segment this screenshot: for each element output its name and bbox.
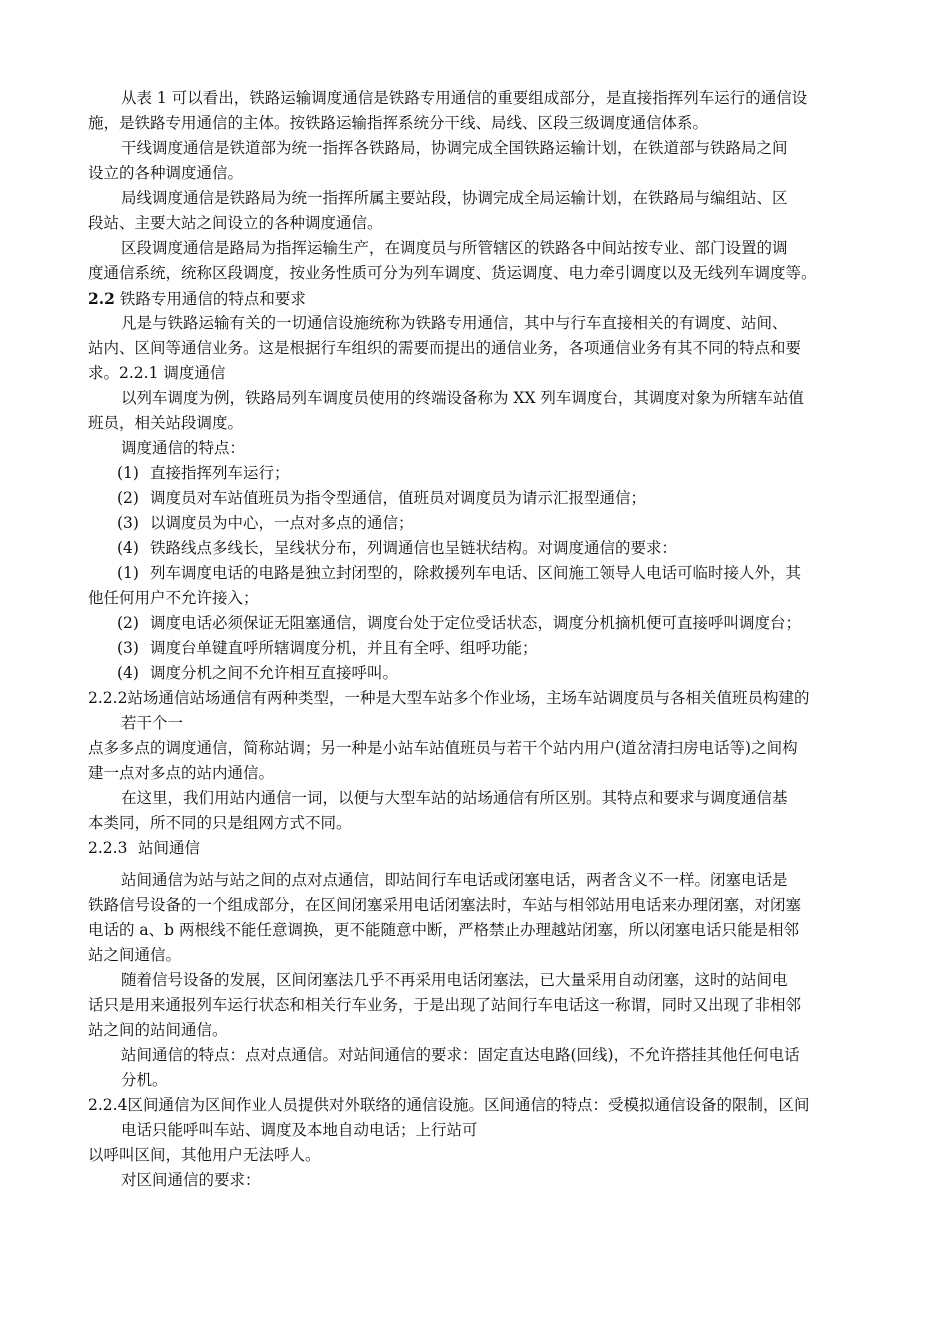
- paragraph-line: 分机。: [121, 1071, 168, 1089]
- list-item: [88, 461, 878, 486]
- paragraph-line: 班员，相关站段调度。: [88, 414, 244, 432]
- list-number: (4): [117, 664, 139, 682]
- paragraph-line: 电话只能呼叫车站、调度及本地自动电话；上行站可: [121, 1121, 478, 1139]
- section-heading-2-2-4: [88, 1093, 878, 1118]
- paragraph-line: 站之间通信。: [88, 946, 182, 964]
- paragraph-line: 从表 1 可以看出，铁路运输调度通信是铁路专用通信的重要组成部分，是直接指挥列车运行的通信设: [121, 89, 808, 107]
- paragraph-line: 建一点对多点的站内通信。: [88, 764, 275, 782]
- list-number: (2): [117, 614, 139, 632]
- paragraph-line: 凡是与铁路运输有关的一切通信设施统称为铁路专用通信，其中与行车直接相关的有调度、站间、: [121, 314, 788, 332]
- list-item: [88, 536, 878, 561]
- list-number: (3): [117, 514, 139, 532]
- list-text: 调度电话必须保证无阻塞通信，调度台处于定位受话状态，调度分机摘机便可直接呼叫调度台；: [150, 614, 802, 632]
- paragraph-line: 局线调度通信是铁路局为统一指挥所属主要站段，协调完成全局运输计划，在铁路局与编组站、区: [121, 189, 788, 207]
- paragraph-line: 施，是铁路专用通信的主体。按铁路运输指挥系统分干线、局线、区段三级调度通信体系。: [88, 114, 709, 132]
- section-number: 2.2.3: [88, 839, 128, 857]
- list-item: [88, 661, 878, 686]
- paragraph-line: 以呼叫区间，其他用户无法呼人。: [88, 1146, 321, 1164]
- list-item: [88, 636, 878, 661]
- list-text: 调度分机之间不允许相互直接呼叫。: [150, 664, 399, 682]
- paragraph-line: 电话的 a、b 两根线不能任意调换，更不能随意中断，严格禁止办理越站闭塞，所以闭塞电话只能是相邻: [88, 921, 800, 939]
- paragraph-line: 站间通信为站与站之间的点对点通信，即站间行车电话或闭塞电话，两者含义不一样。闭塞电话是: [121, 871, 788, 889]
- list-text: 直接指挥列车运行；: [150, 464, 290, 482]
- paragraph-line: 设立的各种调度通信。: [88, 164, 244, 182]
- paragraph-line: 段站、主要大站之间设立的各种调度通信。: [88, 214, 383, 232]
- paragraph-line: 铁路信号设备的一个组成部分，在区间闭塞采用电话闭塞法时，车站与相邻站用电话来办理闭塞，对闭塞: [88, 896, 802, 914]
- section-heading-2-2: [88, 286, 878, 311]
- list-item: [88, 511, 878, 536]
- paragraph-line: 调度通信的特点：: [121, 439, 246, 457]
- paragraph-line: 随着信号设备的发展，区间闭塞法几乎不再采用电话闭塞法，已大量采用自动闭塞，这时的站间电: [121, 971, 788, 989]
- paragraph-line: 以列车调度为例，铁路局列车调度员使用的终端设备称为 XX 列车调度台，其调度对象为所辖车站值: [121, 389, 804, 407]
- section-heading-2-2-2: [88, 686, 878, 711]
- section-text: 区间通信为区间作业人员提供对外联络的通信设施。区间通信的特点：受模拟通信设备的限制，区间: [127, 1096, 810, 1114]
- section-heading-2-2-3: [88, 836, 878, 861]
- paragraph-line: 站间通信的特点：点对点通信。对站间通信的要求：固定直达电路(回线)，不允许搭挂其他任何电话: [121, 1046, 800, 1064]
- section-number: 2.2: [88, 289, 115, 308]
- list-number: (3): [117, 639, 139, 657]
- section-number: 2.2.2: [88, 689, 128, 707]
- paragraph-line: 干线调度通信是铁道部为统一指挥各铁路局，协调完成全国铁路运输计划，在铁道部与铁路局之间: [121, 139, 788, 157]
- list-text: 调度台单键直呼所辖调度分机，并且有全呼、组呼功能；: [150, 639, 538, 657]
- section-number: 2.2.4: [88, 1096, 128, 1114]
- paragraph-line: 区段调度通信是路局为指挥运输生产，在调度员与所管辖区的铁路各中间站按专业、部门设置的调: [121, 239, 788, 257]
- document-body: [88, 86, 878, 1193]
- section-title: 铁路专用通信的特点和要求: [119, 290, 306, 308]
- paragraph-line: 话只是用来通报列车运行状态和相关行车业务，于是出现了站间行车电话这一称谓，同时又出现了非相邻: [88, 996, 802, 1014]
- list-item: [88, 486, 878, 511]
- paragraph-line: 求。2.2.1 调度通信: [88, 364, 226, 382]
- list-number: (2): [117, 489, 139, 507]
- paragraph-line: 在这里，我们用站内通信一词，以便与大型车站的站场通信有所区别。其特点和要求与调度通信基: [121, 789, 788, 807]
- paragraph-line: 站内、区间等通信业务。这是根据行车组织的需要而提出的通信业务，各项通信业务有其不同的特点和要: [88, 339, 802, 357]
- list-text: 铁路线点多线长，呈线状分布，列调通信也呈链状结构。对调度通信的要求：: [150, 539, 678, 557]
- paragraph-line: 对区间通信的要求：: [121, 1171, 261, 1189]
- paragraph-line: 点多多点的调度通信，简称站调；另一种是小站车站值班员与若干个站内用户(道岔清扫房电话等)之间构: [88, 739, 798, 757]
- list-item: [88, 611, 878, 636]
- list-text: 调度员对车站值班员为指令型通信，值班员对调度员为请示汇报型通信；: [150, 489, 647, 507]
- paragraph-line: 若干个一: [121, 714, 184, 732]
- paragraph-line: 他任何用户不允许接入；: [88, 589, 259, 607]
- paragraph-line: 本类同，所不同的只是组网方式不同。: [88, 814, 352, 832]
- list-number: (1): [117, 564, 139, 582]
- section-title: 站间通信: [138, 839, 201, 857]
- list-item: [88, 561, 878, 586]
- paragraph-line: 度通信系统，统称区段调度，按业务性质可分为列车调度、货运调度、电力牵引调度以及无线列车调度等。: [88, 264, 817, 282]
- list-number: (4): [117, 539, 139, 557]
- paragraph-line: 站之间的站间通信。: [88, 1021, 228, 1039]
- list-text: 以调度员为中心，一点对多点的通信；: [150, 514, 414, 532]
- section-text: 站场通信站场通信有两种类型，一种是大型车站多个作业场，主场车站调度员与各相关值班员构建的: [127, 689, 810, 707]
- list-text: 列车调度电话的电路是独立封闭型的，除救援列车电话、区间施工领导人电话可临时接人外，其: [150, 564, 802, 582]
- list-number: (1): [117, 464, 139, 482]
- spacer: [88, 861, 878, 868]
